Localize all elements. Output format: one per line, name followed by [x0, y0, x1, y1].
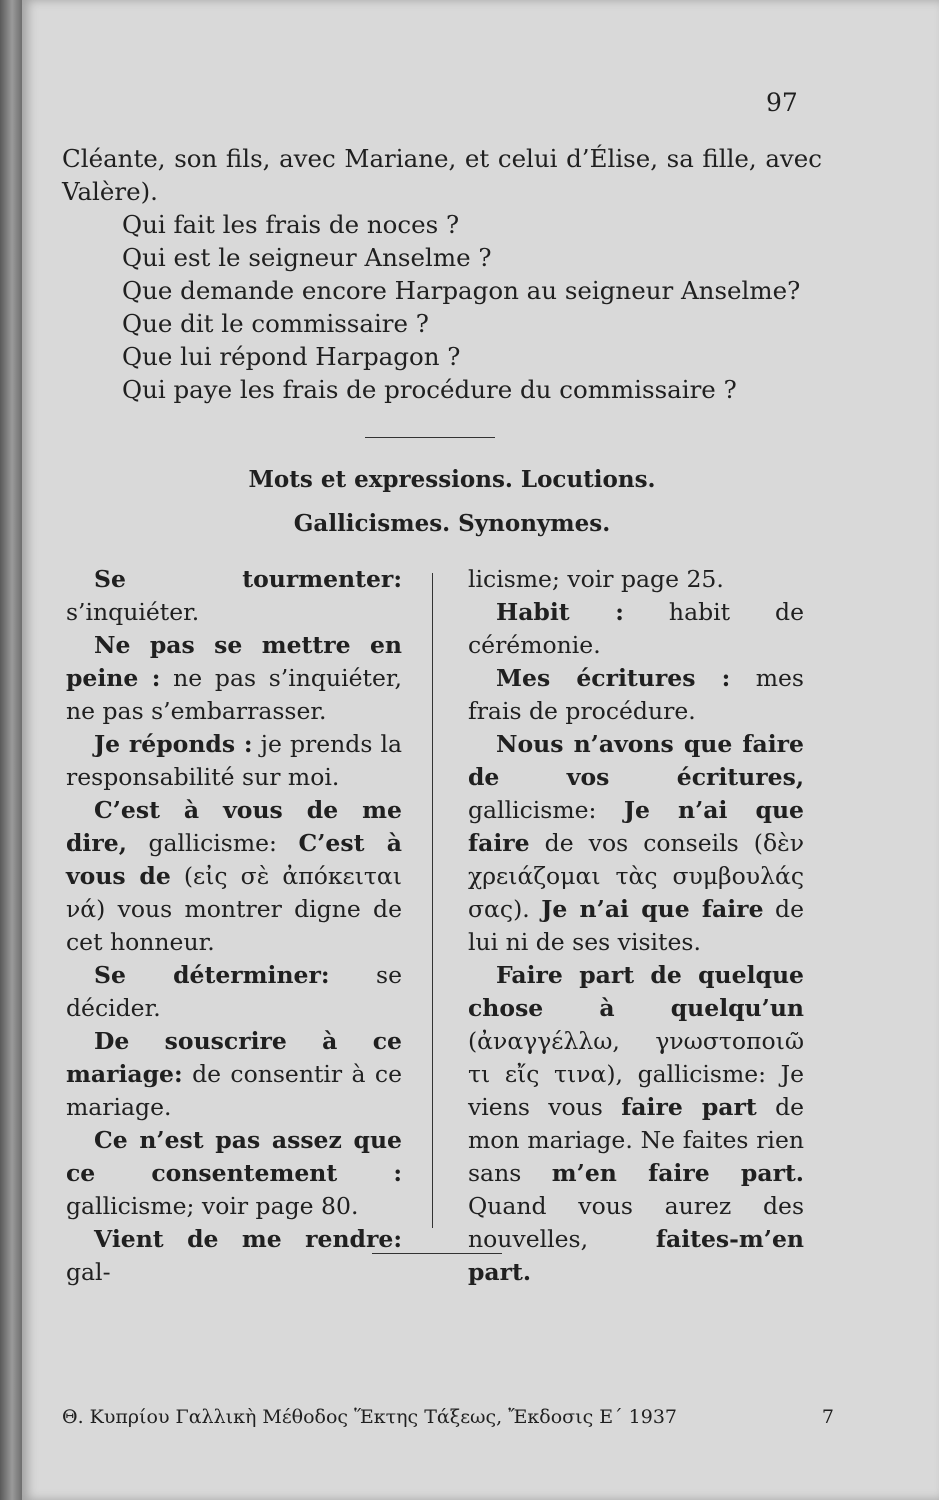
vocab-entry: De souscrire à ce mariage: de consentir à ce mariage.	[66, 1027, 402, 1121]
vocab-term: Ne pas se mettre en peine :	[66, 631, 402, 692]
question-item: Que dit le commissaire ?	[122, 309, 429, 338]
vocab-term: De souscrire à ce mariage:	[66, 1027, 402, 1088]
section-divider-bottom	[372, 1253, 502, 1254]
questions-block	[62, 142, 822, 406]
vocab-entry-continued: licisme; voir page 25.	[468, 565, 724, 593]
vocabulary-left-column	[66, 563, 402, 1289]
vocab-term: Mes écritures :	[496, 664, 731, 692]
question-item: Qui fait les frais de noces ?	[122, 210, 460, 239]
section-title-line-1: Mots et expressions. Locutions.	[248, 466, 656, 493]
question-item: Qui paye les frais de procédure du commissaire ?	[122, 375, 737, 404]
page-footer	[62, 1406, 834, 1428]
section-divider-top	[365, 437, 495, 438]
question-item: Qui est le seigneur Anselme ?	[122, 243, 492, 272]
vocab-entry: Vient de me rendre: gal-	[66, 1225, 402, 1286]
vocab-entry: Nous n’avons que faire de vos écritures, gallicisme: Je n’ai que faire de vos conseils (δὲν χρειάζομαι τὰς συμβουλάς σας). Je n’ai que faire de lui ni de ses visites.	[468, 730, 805, 956]
vocab-entry: Se déterminer: se décider.	[66, 961, 402, 1022]
vocab-entry: Ne pas se mettre en peine : ne pas s’inquiéter, ne pas s’embarrasser.	[66, 631, 402, 725]
vocab-term: Faire part de quelque chose à quelqu’un	[468, 961, 804, 1022]
page-number: 97	[766, 88, 798, 117]
footer-publication: Θ. Κυπρίου Γαλλικὴ Μέθοδος Ἕκτης Τάξεως, Ἔκδοσις Ε΄ 1937	[62, 1406, 678, 1428]
book-page	[22, 0, 939, 1500]
vocab-entry: Habit : habit de cérémonie.	[468, 598, 804, 659]
book-binding	[0, 0, 22, 1500]
vocab-term: Habit :	[496, 598, 624, 626]
vocab-term: Je n’ai que faire	[541, 895, 764, 923]
vocab-term: C’est à vous de me dire,	[66, 796, 402, 857]
vocab-entry: Ce n’est pas assez que ce consentement : gallicisme; voir page 80.	[66, 1126, 402, 1220]
vocab-term: Je n’ai que faire	[468, 796, 805, 857]
vocab-term: C’est à vous de	[66, 829, 402, 890]
question-item: Que lui répond Harpagon ?	[122, 342, 461, 371]
vocab-term: m’en faire part.	[551, 1159, 804, 1187]
vocab-entry: Faire part de quelque chose à quelqu’un (ἀναγγέλλω, γνωστοποιῶ τι εἴς τινα), gallicisme: Je viens vous faire part de mon mariage. Ne faites rien sans m’en faire part. Quand vous aurez des nouvelles, faites-m’en part.	[468, 961, 805, 1286]
vocabulary-right-column	[468, 563, 804, 1289]
vocab-term: faites-m’en part.	[468, 1225, 804, 1286]
vocab-term: Je réponds :	[94, 730, 253, 758]
footer-signature-number: 7	[821, 1406, 834, 1428]
vocab-term: Se déterminer:	[94, 961, 330, 989]
vocab-term: Ce n’est pas assez que ce consentement :	[66, 1126, 402, 1187]
vocab-entry: C’est à vous de me dire, gallicisme: C’est à vous de (εἰς σὲ ἀπόκειται νά) vous montrer digne de cet honneur.	[66, 796, 402, 956]
vocab-term: faire part	[621, 1093, 757, 1121]
section-title-line-2: Gallicismes. Synonymes.	[293, 510, 611, 537]
question-item: Que demande encore Harpagon au seigneur Anselme?	[122, 276, 801, 305]
vocab-entry: Je réponds : je prends la responsabilité sur moi.	[66, 730, 402, 791]
vocab-entry: Mes écritures : mes frais de procédure.	[468, 664, 804, 725]
vocab-term: Se tourmenter:	[94, 565, 402, 593]
intro-text: Cléante, son fils, avec Mariane, et celui d’Élise, sa fille, avec Valère).	[62, 144, 822, 206]
vocab-term: Nous n’avons que faire de vos écritures,	[468, 730, 804, 791]
vocab-entry: Se tourmenter: s’inquiéter.	[66, 565, 402, 626]
column-divider	[432, 573, 433, 1228]
vocab-term: Vient de me rendre:	[94, 1225, 402, 1253]
